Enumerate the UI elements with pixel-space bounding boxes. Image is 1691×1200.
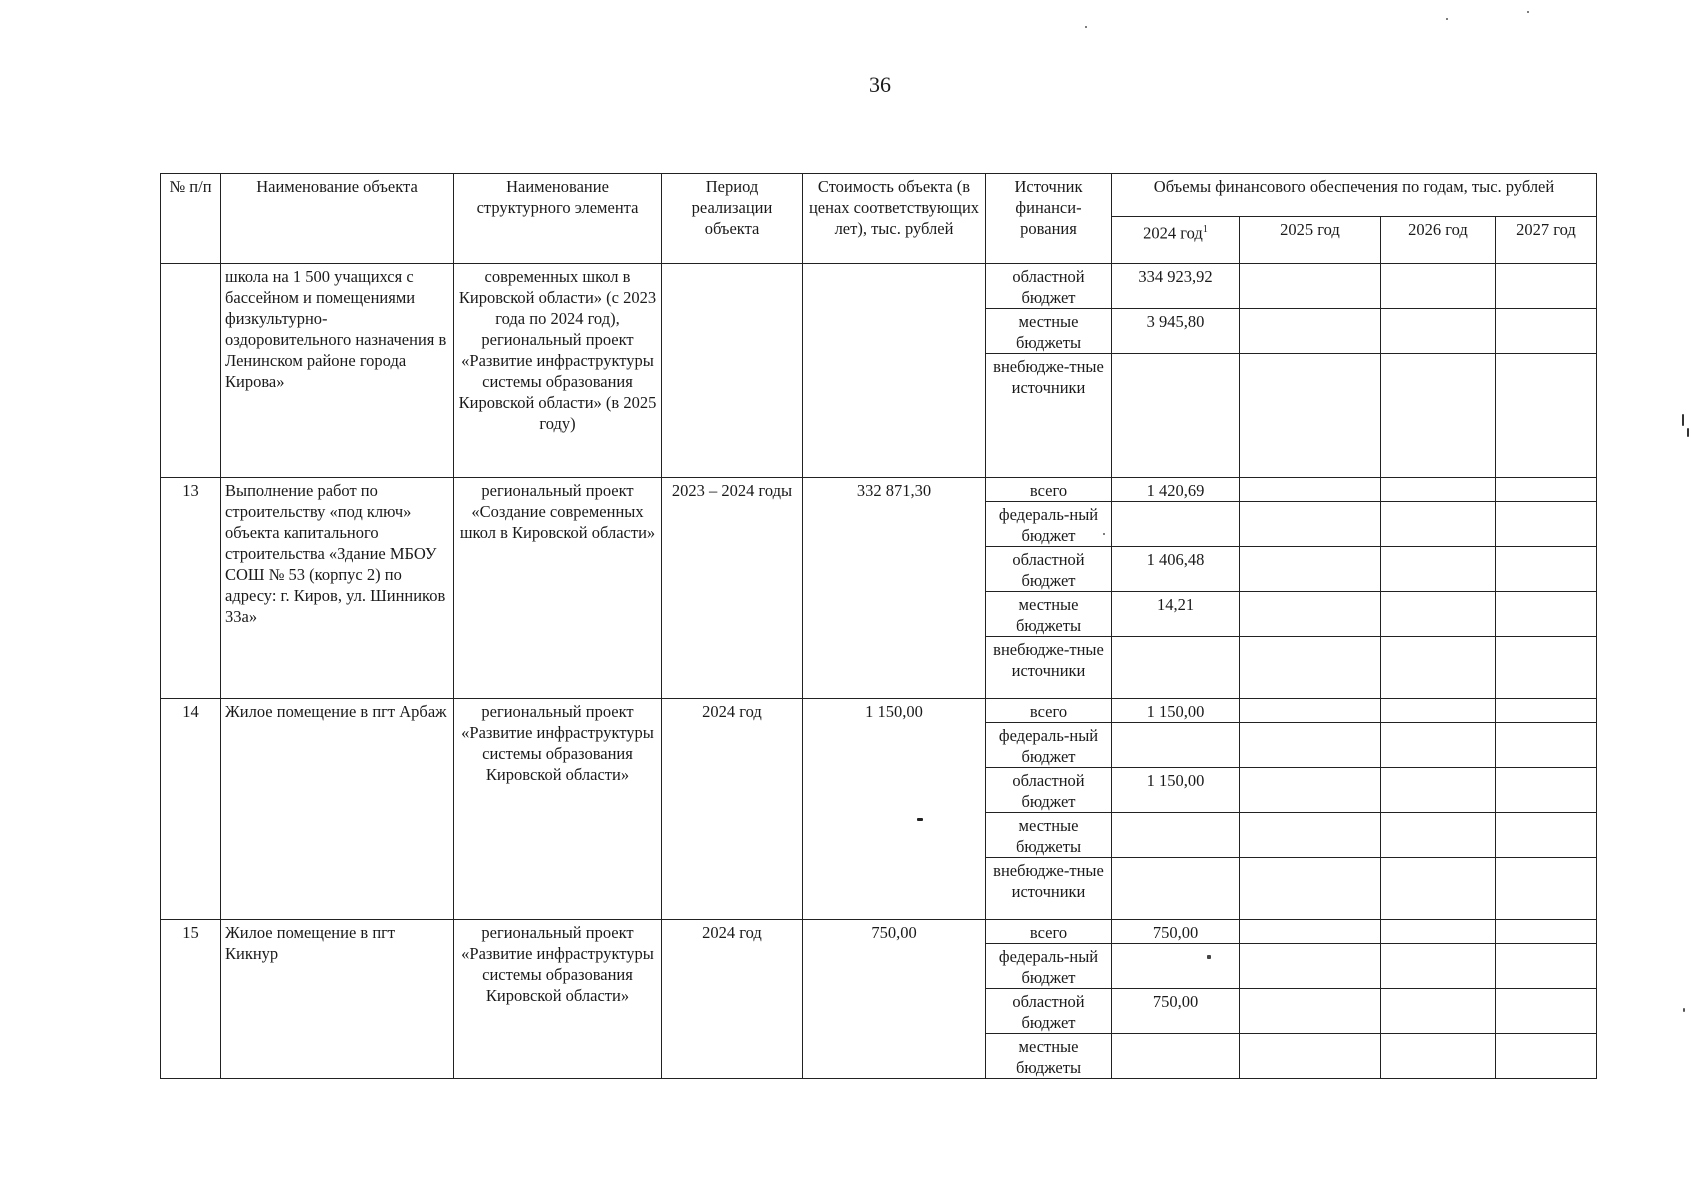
value-2024-cell: 750,00 <box>1112 920 1240 944</box>
value-2024-cell: 334 923,92 <box>1112 264 1240 309</box>
source-cell: областной бюджет <box>986 264 1112 309</box>
header-year-2024: 2024 год$^1$ <box>1112 217 1240 264</box>
value-empty-cell <box>1240 944 1381 989</box>
value-empty-cell <box>1496 637 1597 699</box>
header-year-2027: 2027 год <box>1496 217 1597 264</box>
value-empty-cell <box>1496 1034 1597 1079</box>
value-2024-cell <box>1112 354 1240 478</box>
source-cell: внебюдже-тные источники <box>986 858 1112 920</box>
value-empty-cell <box>1381 858 1496 920</box>
value-empty-cell <box>1496 478 1597 502</box>
value-2024-cell: 14,21 <box>1112 592 1240 637</box>
period-cell: 2023 – 2024 годы <box>662 478 803 699</box>
value-2024-cell: 1 420,69 <box>1112 478 1240 502</box>
value-empty-cell <box>1496 354 1597 478</box>
source-cell: внебюдже-тные источники <box>986 637 1112 699</box>
structural-element-cell: региональный проект «Развитие инфраструктуры системы образования Кировской области» <box>454 699 662 920</box>
value-empty-cell <box>1240 989 1381 1034</box>
table-row <box>161 920 1597 944</box>
value-empty-cell <box>1381 547 1496 592</box>
page-number: 36 <box>869 72 891 97</box>
value-empty-cell <box>1496 547 1597 592</box>
source-cell: федераль-ный бюджет <box>986 502 1112 547</box>
source-cell: внебюдже-тные источники <box>986 354 1112 478</box>
period-cell: 2024 год <box>662 920 803 1079</box>
header-object-name: Наименование объекта <box>221 174 454 264</box>
value-empty-cell <box>1381 699 1496 723</box>
value-2024-cell: 1 406,48 <box>1112 547 1240 592</box>
value-empty-cell <box>1240 1034 1381 1079</box>
value-empty-cell <box>1240 768 1381 813</box>
value-2024-cell <box>1112 944 1240 989</box>
value-empty-cell <box>1496 502 1597 547</box>
value-empty-cell <box>1496 264 1597 309</box>
object-name-cell: Жилое помещение в пгт Кикнур <box>221 920 454 1079</box>
footnote-mark: 1 <box>1202 224 1208 235</box>
source-cell: областной бюджет <box>986 768 1112 813</box>
value-empty-cell <box>1381 309 1496 354</box>
value-empty-cell <box>1496 920 1597 944</box>
value-2024-cell <box>1112 723 1240 768</box>
value-empty-cell <box>1240 637 1381 699</box>
header-structural-element: Наименование структурного элемента <box>454 174 662 264</box>
source-cell: федераль-ный бюджет <box>986 723 1112 768</box>
value-empty-cell <box>1381 768 1496 813</box>
cost-cell: 750,00 <box>803 920 986 1079</box>
value-empty-cell <box>1240 502 1381 547</box>
value-empty-cell <box>1381 637 1496 699</box>
header-cost: Стоимость объекта (в ценах соответствующих лет), тыс. рублей <box>803 174 986 264</box>
value-empty-cell <box>1240 478 1381 502</box>
value-empty-cell <box>1240 858 1381 920</box>
header-year-2025: 2025 год <box>1240 217 1381 264</box>
object-name-cell: школа на 1 500 учащихся с бассейном и помещениями физкультурно-оздоровительного назначения в Ленинском районе города Кирова» <box>221 264 454 478</box>
structural-element-cell: региональный проект «Создание современных школ в Кировской области» <box>454 478 662 699</box>
value-empty-cell <box>1240 699 1381 723</box>
financing-table <box>160 173 1597 1079</box>
value-empty-cell <box>1496 989 1597 1034</box>
value-2024-cell: 1 150,00 <box>1112 699 1240 723</box>
value-empty-cell <box>1381 1034 1496 1079</box>
period-cell <box>662 264 803 478</box>
value-empty-cell <box>1496 723 1597 768</box>
value-empty-cell <box>1496 944 1597 989</box>
structural-element-cell: современных школ в Кировской области» (с 2023 года по 2024 год), региональный проект «Развитие инфраструктуры системы образования Кировской области» (в 2025 году) <box>454 264 662 478</box>
value-empty-cell <box>1381 478 1496 502</box>
item-number: 15 <box>161 920 221 1079</box>
value-empty-cell <box>1381 989 1496 1034</box>
header-year-2026: 2026 год <box>1381 217 1496 264</box>
value-empty-cell <box>1240 309 1381 354</box>
header-source: Источник финанси-рования <box>986 174 1112 264</box>
item-number: 14 <box>161 699 221 920</box>
source-cell: местные бюджеты <box>986 592 1112 637</box>
source-cell: всего <box>986 478 1112 502</box>
table-row <box>161 699 1597 723</box>
source-cell: областной бюджет <box>986 547 1112 592</box>
structural-element-cell: региональный проект «Развитие инфраструктуры системы образования Кировской области» <box>454 920 662 1079</box>
source-cell: областной бюджет <box>986 989 1112 1034</box>
value-empty-cell <box>1381 920 1496 944</box>
value-empty-cell <box>1381 723 1496 768</box>
value-empty-cell <box>1496 813 1597 858</box>
item-number: 13 <box>161 478 221 699</box>
source-cell: всего <box>986 699 1112 723</box>
value-2024-cell: 750,00 <box>1112 989 1240 1034</box>
value-empty-cell <box>1240 920 1381 944</box>
source-cell: всего <box>986 920 1112 944</box>
value-empty-cell <box>1381 944 1496 989</box>
value-2024-cell: 3 945,80 <box>1112 309 1240 354</box>
table-row <box>161 264 1597 309</box>
value-empty-cell <box>1496 858 1597 920</box>
value-2024-cell <box>1112 637 1240 699</box>
value-empty-cell <box>1496 768 1597 813</box>
value-empty-cell <box>1240 723 1381 768</box>
cost-cell: 332 871,30 <box>803 478 986 699</box>
cost-cell: 1 150,00 <box>803 699 986 920</box>
source-cell: федераль-ный бюджет <box>986 944 1112 989</box>
value-empty-cell <box>1381 354 1496 478</box>
table-header <box>161 174 1597 264</box>
source-cell: местные бюджеты <box>986 813 1112 858</box>
value-empty-cell <box>1240 264 1381 309</box>
value-empty-cell <box>1240 354 1381 478</box>
value-empty-cell <box>1496 592 1597 637</box>
value-2024-cell <box>1112 813 1240 858</box>
table-row <box>161 478 1597 502</box>
value-empty-cell <box>1381 592 1496 637</box>
header-period: Период реализации объекта <box>662 174 803 264</box>
value-empty-cell <box>1381 502 1496 547</box>
value-2024-cell <box>1112 502 1240 547</box>
value-empty-cell <box>1240 813 1381 858</box>
value-2024-cell <box>1112 1034 1240 1079</box>
value-2024-cell: 1 150,00 <box>1112 768 1240 813</box>
period-cell: 2024 год <box>662 699 803 920</box>
value-empty-cell <box>1381 264 1496 309</box>
cost-cell <box>803 264 986 478</box>
value-empty-cell <box>1240 592 1381 637</box>
value-empty-cell <box>1496 699 1597 723</box>
table-body <box>161 264 1597 1079</box>
object-name-cell: Выполнение работ по строительству «под ключ» объекта капитального строительства «Здание МБОУ СОШ № 53 (корпус 2) по адресу: г. Киров, ул. Шинников 33а» <box>221 478 454 699</box>
object-name-cell: Жилое помещение в пгт Арбаж <box>221 699 454 920</box>
source-cell: местные бюджеты <box>986 309 1112 354</box>
value-empty-cell <box>1381 813 1496 858</box>
value-2024-cell <box>1112 858 1240 920</box>
header-no: № п/п <box>161 174 221 264</box>
value-empty-cell <box>1240 547 1381 592</box>
source-cell: местные бюджеты <box>986 1034 1112 1079</box>
item-number <box>161 264 221 478</box>
value-empty-cell <box>1496 309 1597 354</box>
header-volumes: Объемы финансового обеспечения по годам, тыс. рублей <box>1112 174 1597 217</box>
